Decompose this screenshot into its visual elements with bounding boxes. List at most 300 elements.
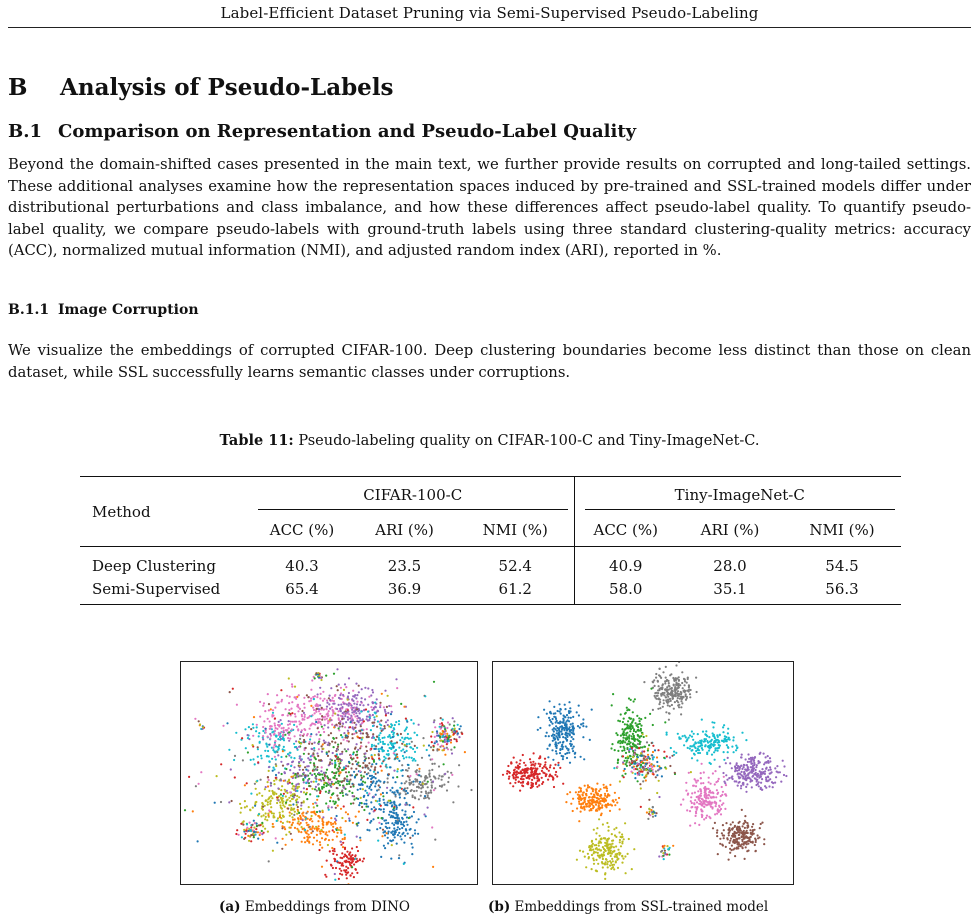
embedding-point <box>351 705 353 707</box>
embedding-point <box>562 758 564 760</box>
embedding-point <box>405 790 407 792</box>
embedding-point <box>282 714 284 716</box>
point-cluster <box>367 772 369 774</box>
embedding-point <box>632 733 634 735</box>
embedding-point <box>678 662 680 663</box>
embedding-point <box>537 777 539 779</box>
embedding-point <box>328 697 330 699</box>
embedding-point <box>338 878 340 880</box>
point-cluster <box>349 726 351 728</box>
embedding-point <box>246 827 248 829</box>
embedding-point <box>300 742 302 744</box>
point-cluster <box>446 727 448 729</box>
embedding-point <box>701 719 703 721</box>
embedding-point <box>711 739 713 741</box>
point-cluster <box>268 703 270 705</box>
embedding-point <box>278 721 280 723</box>
embedding-point <box>396 790 398 792</box>
embedding-point <box>343 689 345 691</box>
embedding-point <box>742 777 744 779</box>
embedding-point <box>307 838 309 840</box>
embedding-point <box>409 837 411 839</box>
embedding-point <box>327 844 329 846</box>
embedding-point <box>681 671 683 673</box>
embedding-point <box>249 835 251 837</box>
embedding-point <box>452 717 454 719</box>
embedding-point <box>315 721 317 723</box>
embedding-point <box>353 696 355 698</box>
embedding-point <box>385 819 387 821</box>
embedding-point <box>343 703 345 705</box>
embedding-point <box>427 786 429 788</box>
embedding-point <box>763 843 765 845</box>
embedding-point <box>315 733 317 735</box>
embedding-point <box>334 741 336 743</box>
embedding-point <box>411 843 413 845</box>
embedding-point <box>385 714 387 716</box>
embedding-point <box>660 693 662 695</box>
embedding-point <box>310 724 312 726</box>
embedding-point <box>396 687 398 689</box>
point-cluster <box>436 730 438 732</box>
embedding-point <box>550 712 552 714</box>
embedding-point <box>694 792 696 794</box>
point-cluster <box>303 733 305 735</box>
point-cluster <box>356 751 358 753</box>
embedding-point <box>542 772 544 774</box>
point-cluster <box>431 741 433 743</box>
embedding-point <box>697 741 699 743</box>
embedding-point <box>325 802 327 804</box>
point-cluster <box>202 726 204 728</box>
embedding-point <box>666 686 668 688</box>
embedding-point <box>334 873 336 875</box>
embedding-point <box>750 766 752 768</box>
embedding-point <box>554 774 556 776</box>
embedding-point <box>390 811 392 813</box>
embedding-point <box>753 829 755 831</box>
embedding-point <box>345 771 347 773</box>
embedding-point <box>688 690 690 692</box>
embedding-point <box>525 764 527 766</box>
embedding-point <box>688 772 690 774</box>
embedding-point <box>753 773 755 775</box>
point-cluster <box>327 805 329 807</box>
point-cluster <box>382 741 384 743</box>
embedding-point <box>352 860 354 862</box>
embedding-point <box>348 783 350 785</box>
point-cluster <box>281 773 283 775</box>
embedding-point <box>564 733 566 735</box>
embedding-point <box>277 817 279 819</box>
point-cluster <box>385 714 387 716</box>
embedding-point <box>370 789 372 791</box>
embedding-point <box>708 816 710 818</box>
point-cluster <box>352 802 354 804</box>
point-cluster <box>350 755 352 757</box>
embedding-point <box>530 782 532 784</box>
embedding-point <box>327 744 329 746</box>
embedding-point <box>609 810 611 812</box>
embedding-point <box>381 835 383 837</box>
embedding-point <box>340 704 342 706</box>
embedding-point <box>342 842 344 844</box>
embedding-point <box>657 681 659 683</box>
embedding-point <box>405 718 407 720</box>
embedding-point <box>330 786 332 788</box>
embedding-point <box>572 810 574 812</box>
embedding-point <box>545 775 547 777</box>
embedding-point <box>532 763 534 765</box>
embedding-point <box>456 730 458 732</box>
embedding-point <box>331 741 333 743</box>
embedding-point <box>332 737 334 739</box>
embedding-point <box>289 696 291 698</box>
embedding-point <box>398 723 400 725</box>
point-cluster <box>434 736 436 738</box>
embedding-point <box>604 800 606 802</box>
embedding-point <box>278 701 280 703</box>
point-cluster <box>214 802 216 804</box>
embedding-point <box>214 802 216 804</box>
embedding-point <box>377 743 379 745</box>
embedding-point <box>700 795 702 797</box>
embedding-point <box>359 788 361 790</box>
embedding-point <box>244 728 246 730</box>
point-cluster <box>430 746 432 748</box>
embedding-point <box>751 762 753 764</box>
embedding-point <box>639 720 641 722</box>
embedding-point <box>383 808 385 810</box>
embedding-point <box>602 798 604 800</box>
embedding-point <box>379 732 381 734</box>
point-cluster <box>335 807 337 809</box>
embedding-point <box>531 769 533 771</box>
embedding-point <box>264 750 266 752</box>
point-cluster <box>388 800 390 802</box>
embedding-point <box>283 727 285 729</box>
embedding-point <box>394 804 396 806</box>
embedding-point <box>250 728 252 730</box>
point-cluster <box>422 783 424 785</box>
embedding-point <box>289 821 291 823</box>
embedding-point <box>666 694 668 696</box>
embedding-point <box>329 695 331 697</box>
table-cell: 52.4 <box>498 556 532 575</box>
embedding-point <box>725 822 727 824</box>
embedding-point <box>769 766 771 768</box>
embedding-point <box>335 724 337 726</box>
embedding-point <box>288 779 290 781</box>
embedding-point <box>245 833 247 835</box>
embedding-point <box>262 738 264 740</box>
embedding-point <box>668 685 670 687</box>
point-cluster <box>447 721 449 723</box>
embedding-point <box>327 726 329 728</box>
point-cluster <box>250 728 252 730</box>
embedding-point <box>756 776 758 778</box>
embedding-point <box>311 774 313 776</box>
embedding-point <box>445 738 447 740</box>
embedding-point <box>325 876 327 878</box>
embedding-point <box>708 781 710 783</box>
embedding-point <box>664 682 666 684</box>
embedding-point <box>311 743 313 745</box>
point-cluster <box>327 781 329 783</box>
embedding-point <box>622 737 624 739</box>
embedding-point <box>341 817 343 819</box>
embedding-point <box>666 732 668 734</box>
embedding-point <box>593 801 595 803</box>
embedding-point <box>446 743 448 745</box>
point-cluster <box>416 734 418 736</box>
embedding-point <box>629 730 631 732</box>
embedding-point <box>545 735 547 737</box>
embedding-point <box>727 751 729 753</box>
embedding-point <box>397 768 399 770</box>
point-cluster <box>293 724 295 726</box>
embedding-point <box>332 710 334 712</box>
embedding-point <box>382 792 384 794</box>
point-cluster <box>446 743 448 745</box>
embedding-point <box>376 736 378 738</box>
embedding-point <box>332 823 334 825</box>
embedding-point <box>259 832 261 834</box>
embedding-point <box>294 713 296 715</box>
embedding-point <box>694 754 696 756</box>
embedding-point <box>617 750 619 752</box>
embedding-point <box>303 761 305 763</box>
embedding-point <box>636 738 638 740</box>
embedding-point <box>271 790 273 792</box>
embedding-point <box>384 711 386 713</box>
embedding-point <box>347 867 349 869</box>
embedding-point <box>446 747 448 749</box>
embedding-point <box>331 794 333 796</box>
embedding-point <box>718 805 720 807</box>
embedding-point <box>340 808 342 810</box>
embedding-point <box>257 748 259 750</box>
embedding-point <box>536 768 538 770</box>
embedding-point <box>715 739 717 741</box>
point-cluster <box>289 782 291 784</box>
embedding-point <box>281 848 283 850</box>
embedding-point <box>703 771 705 773</box>
embedding-point <box>312 707 314 709</box>
embedding-point <box>716 835 718 837</box>
point-cluster <box>316 790 318 792</box>
embedding-point <box>681 702 683 704</box>
embedding-point <box>408 743 410 745</box>
embedding-point <box>718 740 720 742</box>
embedding-point <box>615 732 617 734</box>
embedding-point <box>436 730 438 732</box>
embedding-point <box>527 768 529 770</box>
embedding-point <box>298 831 300 833</box>
embedding-point <box>271 812 273 814</box>
embedding-point <box>783 774 785 776</box>
embedding-point <box>548 717 550 719</box>
embedding-point <box>347 695 349 697</box>
embedding-point <box>399 828 401 830</box>
table-caption <box>0 432 979 449</box>
embedding-point <box>768 769 770 771</box>
embedding-point <box>390 740 392 742</box>
point-cluster <box>385 765 387 767</box>
embedding-point <box>434 839 436 841</box>
embedding-point <box>783 765 785 767</box>
embedding-point <box>287 808 289 810</box>
embedding-point <box>340 687 342 689</box>
embedding-point <box>315 786 317 788</box>
embedding-point <box>336 827 338 829</box>
embedding-point <box>356 736 358 738</box>
embedding-point <box>294 721 296 723</box>
embedding-point <box>715 796 717 798</box>
point-cluster <box>343 767 345 769</box>
embedding-point <box>669 705 671 707</box>
embedding-point <box>430 735 432 737</box>
embedding-point <box>417 764 419 766</box>
embedding-point <box>269 733 271 735</box>
embedding-point <box>441 749 443 751</box>
embedding-point <box>734 767 736 769</box>
point-cluster <box>268 809 270 811</box>
embedding-point <box>457 785 459 787</box>
embedding-point <box>301 775 303 777</box>
embedding-point <box>452 801 454 803</box>
embedding-point <box>411 789 413 791</box>
embedding-point <box>303 741 305 743</box>
embedding-point <box>652 709 654 711</box>
embedding-point <box>569 791 571 793</box>
embedding-point <box>325 785 327 787</box>
embedding-point <box>420 784 422 786</box>
embedding-point <box>339 726 341 728</box>
embedding-point <box>564 753 566 755</box>
embedding-point <box>547 779 549 781</box>
embedding-point <box>423 797 425 799</box>
embedding-point <box>297 729 299 731</box>
point-cluster <box>359 737 361 739</box>
embedding-point <box>595 804 597 806</box>
point-cluster <box>288 677 290 679</box>
embedding-point <box>658 697 660 699</box>
embedding-point <box>637 734 639 736</box>
embedding-point <box>450 741 452 743</box>
embedding-point <box>680 696 682 698</box>
point-cluster <box>403 706 405 708</box>
embedding-point <box>715 803 717 805</box>
embedding-point <box>704 745 706 747</box>
embedding-point <box>704 733 706 735</box>
embedding-point <box>518 781 520 783</box>
embedding-point <box>391 791 393 793</box>
embedding-point <box>347 699 349 701</box>
embedding-point <box>453 733 455 735</box>
embedding-point <box>338 772 340 774</box>
embedding-point <box>306 765 308 767</box>
embedding-point <box>682 687 684 689</box>
point-cluster <box>319 790 321 792</box>
embedding-point <box>332 867 334 869</box>
embedding-point <box>690 796 692 798</box>
embedding-point <box>296 726 298 728</box>
embedding-point <box>729 739 731 741</box>
embedding-point <box>748 776 750 778</box>
embedding-point <box>356 703 358 705</box>
embedding-point <box>437 743 439 745</box>
embedding-point <box>281 808 283 810</box>
embedding-point <box>522 781 524 783</box>
embedding-point <box>417 833 419 835</box>
embedding-point <box>599 788 601 790</box>
embedding-point <box>434 742 436 744</box>
point-cluster <box>247 734 249 736</box>
embedding-point <box>727 746 729 748</box>
embedding-point <box>242 759 244 761</box>
embedding-point <box>381 693 383 695</box>
embedding-point <box>345 750 347 752</box>
point-cluster <box>381 730 383 732</box>
embedding-point <box>270 800 272 802</box>
embedding-point <box>539 763 541 765</box>
embedding-point <box>591 803 593 805</box>
embedding-point <box>396 753 398 755</box>
embedding-point <box>414 832 416 834</box>
embedding-point <box>325 791 327 793</box>
embedding-point <box>726 744 728 746</box>
embedding-point <box>374 754 376 756</box>
embedding-point <box>294 773 296 775</box>
embedding-point <box>264 728 266 730</box>
embedding-point <box>300 734 302 736</box>
point-cluster <box>392 816 394 818</box>
embedding-point <box>353 703 355 705</box>
embedding-point <box>660 677 662 679</box>
embedding-point <box>277 799 279 801</box>
embedding-point <box>740 765 742 767</box>
embedding-point <box>360 797 362 799</box>
embedding-point <box>318 825 320 827</box>
embedding-point <box>578 820 580 822</box>
embedding-point <box>251 824 253 826</box>
embedding-point <box>424 783 426 785</box>
embedding-point <box>572 798 574 800</box>
point-cluster <box>374 702 376 704</box>
embedding-point <box>622 740 624 742</box>
embedding-point <box>557 764 559 766</box>
embedding-point <box>694 822 696 824</box>
embedding-point <box>345 765 347 767</box>
embedding-point <box>756 780 758 782</box>
embedding-point <box>315 777 317 779</box>
embedding-point <box>703 806 705 808</box>
embedding-point <box>408 767 410 769</box>
embedding-point <box>276 797 278 799</box>
embedding-point <box>382 737 384 739</box>
embedding-point <box>453 746 455 748</box>
embedding-point <box>280 761 282 763</box>
point-cluster <box>443 763 445 765</box>
embedding-point <box>427 807 429 809</box>
point-cluster <box>231 800 233 802</box>
point-cluster <box>375 712 377 714</box>
embedding-point <box>531 779 533 781</box>
point-cluster <box>374 809 376 811</box>
embedding-point <box>275 727 277 729</box>
embedding-point <box>321 847 323 849</box>
